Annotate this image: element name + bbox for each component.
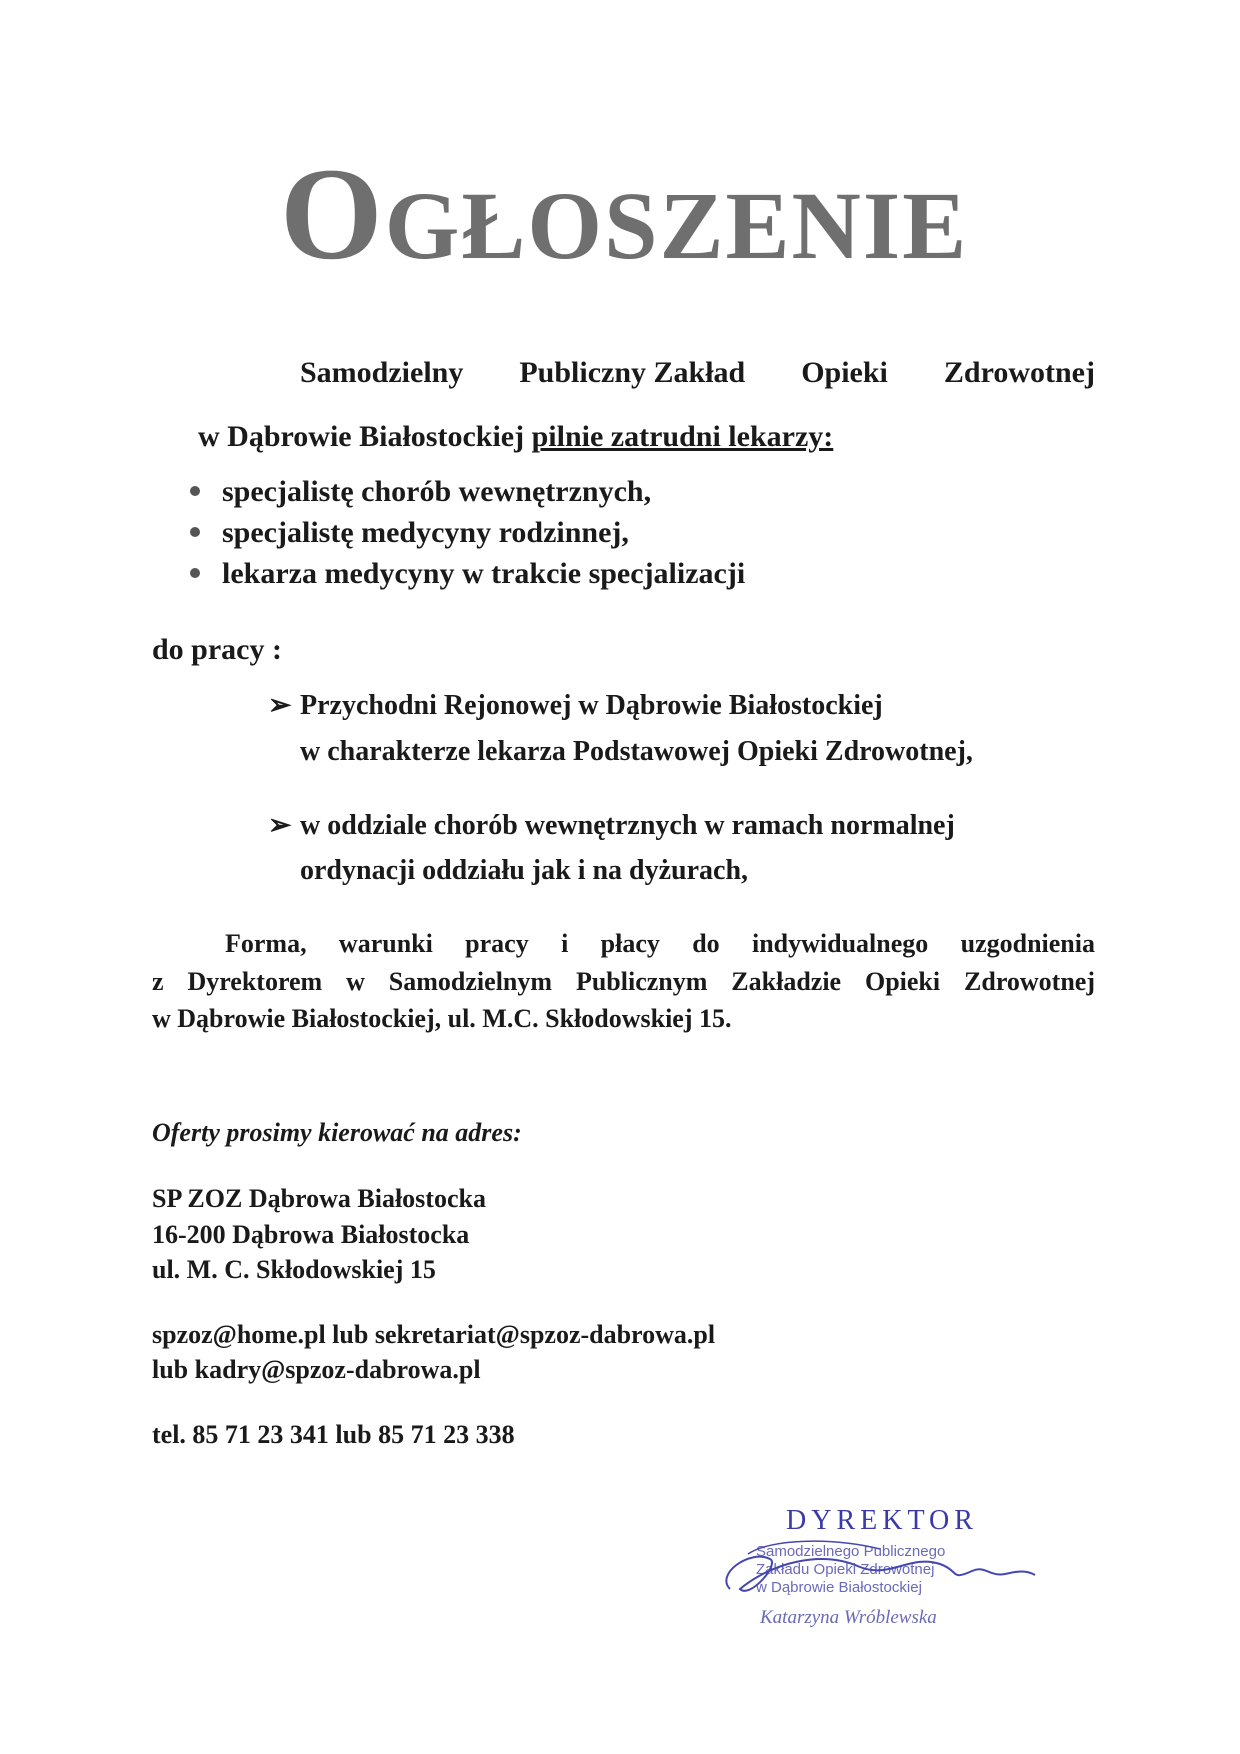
conditions-line-2: z Dyrektorem w Samodzielnym Publicznym Zakładzie Opieki Zdrowotnej <box>152 967 1095 996</box>
signature-icon <box>710 1519 1050 1609</box>
intro-line-2 <box>198 422 833 452</box>
stamp-name: Katarzyna Wróblewska <box>760 1607 937 1628</box>
position-item <box>190 518 629 548</box>
intro-word: Publiczny Zakład <box>519 356 746 389</box>
intro-underlined: pilnie zatrudni lekarzy: <box>531 420 834 453</box>
director-stamp <box>710 1505 1050 1628</box>
workplace-item <box>268 812 955 840</box>
intro-word: Samodzielny <box>300 356 464 389</box>
workplace-item <box>268 692 883 720</box>
workplace-line-2: ordynacji oddziału jak i na dyżurach, <box>300 855 749 886</box>
address-line: 16-200 Dąbrowa Białostocka <box>152 1220 470 1249</box>
position-text: lekarza medycyny w trakcie specjalizacji <box>222 557 746 590</box>
stamp-line: w Dąbrowie Białostockiej <box>756 1579 922 1596</box>
stamp-title: DYREKTOR <box>786 1505 978 1536</box>
position-item <box>190 559 745 589</box>
intro-word: Opieki <box>801 356 888 389</box>
page-title <box>280 140 980 287</box>
arrow-icon: ➢ <box>268 690 292 721</box>
workplace-line-1: Przychodni Rejonowej w Dąbrowie Białostockiej <box>300 690 883 721</box>
title-initial: O <box>280 140 385 287</box>
intro-word: Zdrowotnej <box>943 356 1095 389</box>
title-rest: GŁOSZENIE <box>384 172 969 279</box>
arrow-icon: ➢ <box>268 810 292 841</box>
work-heading: do pracy : <box>152 633 282 666</box>
position-text: specjalistę medycyny rodzinnej, <box>222 516 629 549</box>
bullet-icon <box>190 568 200 578</box>
phone-line: tel. 85 71 23 341 lub 85 71 23 338 <box>152 1420 515 1449</box>
position-item <box>190 477 651 507</box>
workplace-line-2: w charakterze lekarza Podstawowej Opieki Zdrowotnej, <box>300 736 973 767</box>
email-line: spzoz@home.pl lub sekretariat@spzoz-dabrowa.pl <box>152 1320 716 1349</box>
bullet-icon <box>190 486 200 496</box>
email-line: lub kadry@spzoz-dabrowa.pl <box>152 1355 481 1384</box>
bullet-icon <box>190 527 200 537</box>
workplace-line-1: w oddziale chorób wewnętrznych w ramach normalnej <box>300 810 955 841</box>
conditions-line-3: w Dąbrowie Białostockiej, ul. M.C. Skłodowskiej 15. <box>152 1004 732 1033</box>
conditions-line-1: Forma, warunki pracy i płacy do indywidualnego uzgodnienia <box>225 929 1095 958</box>
address-line: ul. M. C. Skłodowskiej 15 <box>152 1255 436 1284</box>
position-text: specjalistę chorób wewnętrznych, <box>222 475 652 508</box>
intro-prefix: w Dąbrowie Białostockiej <box>198 420 532 453</box>
intro-line-1 <box>300 358 1095 388</box>
stamp-line: Zakładu Opieki Zdrowotnej <box>756 1561 935 1578</box>
stamp-line: Samodzielnego Publicznego <box>756 1543 946 1560</box>
address-line: SP ZOZ Dąbrowa Białostocka <box>152 1184 486 1213</box>
offers-heading: Oferty prosimy kierować na adres: <box>152 1118 522 1147</box>
